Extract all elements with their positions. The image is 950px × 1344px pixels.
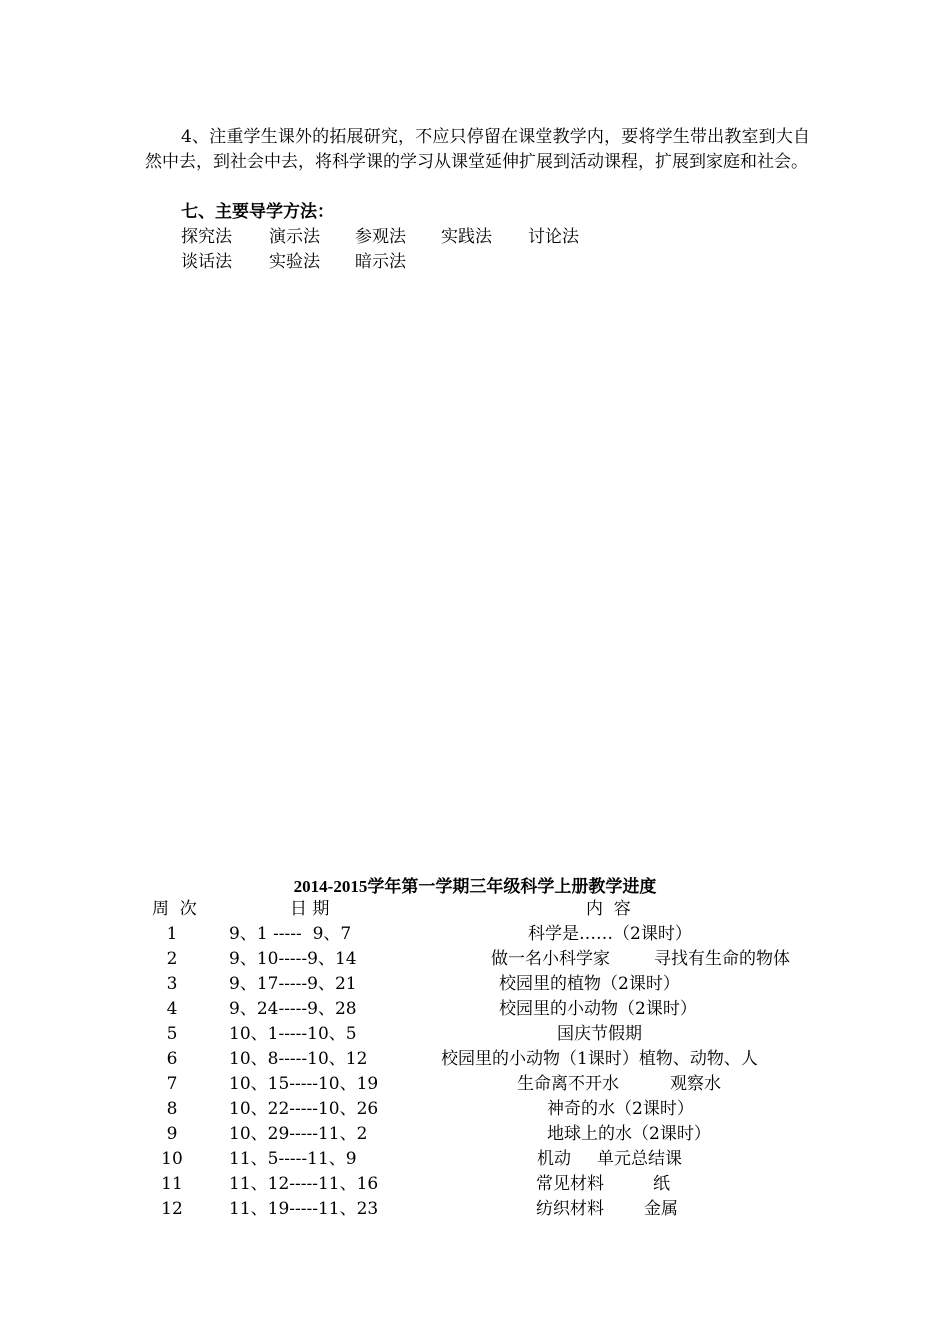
- date-cell: 10、29-----11、2: [229, 1124, 368, 1144]
- content-item: 科学是……（2课时）: [528, 924, 692, 944]
- week-cell: 6: [166, 1049, 178, 1069]
- schedule-row: [0, 1047, 950, 1072]
- method-item: 暗示法: [355, 252, 406, 272]
- content-item: 机动: [537, 1149, 571, 1169]
- content-item: 校园里的小动物（2课时）: [499, 999, 697, 1019]
- schedule-row: [0, 922, 950, 947]
- content-item: 校园里的小动物（1课时）植物、动物、人: [441, 1049, 758, 1069]
- paragraph-item-4: [145, 125, 810, 175]
- method-item: 谈话法: [181, 252, 232, 272]
- methods-row-1: [181, 225, 579, 250]
- header-content: 内 容: [586, 899, 631, 919]
- schedule-row: [0, 972, 950, 997]
- week-cell: 5: [166, 1024, 178, 1044]
- week-cell: 1: [166, 924, 178, 944]
- schedule-title: 2014-2015学年第一学期三年级科学上册教学进度: [293, 877, 657, 896]
- week-cell: 9: [166, 1124, 178, 1144]
- schedule-row: [0, 1197, 950, 1222]
- week-cell: 12: [161, 1199, 183, 1219]
- content-item: 生命离不开水: [517, 1074, 619, 1094]
- content-item: 地球上的水（2课时）: [547, 1124, 711, 1144]
- week-cell: 10: [161, 1149, 183, 1169]
- content-item: 做一名小科学家: [491, 949, 610, 969]
- method-item: 讨论法: [528, 227, 579, 247]
- date-cell: 11、12-----11、16: [229, 1174, 379, 1194]
- schedule-row: [0, 1072, 950, 1097]
- method-item: 实验法: [269, 252, 320, 272]
- schedule-row: [0, 1022, 950, 1047]
- method-item: 参观法: [355, 227, 406, 247]
- date-cell: 10、15-----10、19: [229, 1074, 379, 1094]
- content-item: 观察水: [670, 1074, 721, 1094]
- week-cell: 2: [166, 949, 178, 969]
- methods-row-2: [181, 250, 406, 275]
- week-cell: 4: [166, 999, 178, 1019]
- method-item: 探究法: [181, 227, 232, 247]
- content-item: 国庆节假期: [557, 1024, 642, 1044]
- date-cell: 9、1 ----- 9、7: [229, 924, 352, 944]
- method-item: 实践法: [441, 227, 492, 247]
- paragraph-text: 4、注重学生课外的拓展研究，不应只停留在课堂教学内，要将学生带出教室到大自然中去，到社会中去，将科学课的学习从课堂延伸扩展到活动课程，扩展到家庭和社会。: [145, 127, 810, 172]
- date-cell: 10、1-----10、5: [229, 1024, 357, 1044]
- date-cell: 9、10-----9、14: [229, 949, 357, 969]
- date-cell: 11、19-----11、23: [229, 1199, 379, 1219]
- section-heading: 七、主要导学方法：: [181, 202, 334, 222]
- content-item: 寻找有生命的物体: [654, 949, 790, 969]
- content-item: 常见材料: [536, 1174, 604, 1194]
- date-cell: 10、8-----10、12: [229, 1049, 368, 1069]
- content-item: 校园里的植物（2课时）: [499, 974, 680, 994]
- week-cell: 3: [166, 974, 178, 994]
- week-cell: 11: [161, 1174, 183, 1194]
- method-item: 演示法: [269, 227, 320, 247]
- date-cell: 10、22-----10、26: [229, 1099, 379, 1119]
- header-week: 周 次: [152, 899, 197, 919]
- schedule-row: [0, 1172, 950, 1197]
- date-cell: 9、17-----9、21: [229, 974, 357, 994]
- date-cell: 11、5-----11、9: [229, 1149, 357, 1169]
- schedule-row: [0, 1122, 950, 1147]
- week-cell: 7: [166, 1074, 178, 1094]
- schedule-header: [0, 897, 950, 922]
- content-item: 纺织材料: [536, 1199, 604, 1219]
- schedule-row: [0, 1147, 950, 1172]
- schedule-row: [0, 1097, 950, 1122]
- header-date: 日 期: [290, 899, 330, 919]
- content-item: 单元总结课: [597, 1149, 682, 1169]
- schedule-row: [0, 997, 950, 1022]
- date-cell: 9、24-----9、28: [229, 999, 357, 1019]
- schedule-row: [0, 947, 950, 972]
- week-cell: 8: [166, 1099, 178, 1119]
- content-item: 纸: [653, 1174, 670, 1194]
- content-item: 金属: [644, 1199, 678, 1219]
- content-item: 神奇的水（2课时）: [547, 1099, 694, 1119]
